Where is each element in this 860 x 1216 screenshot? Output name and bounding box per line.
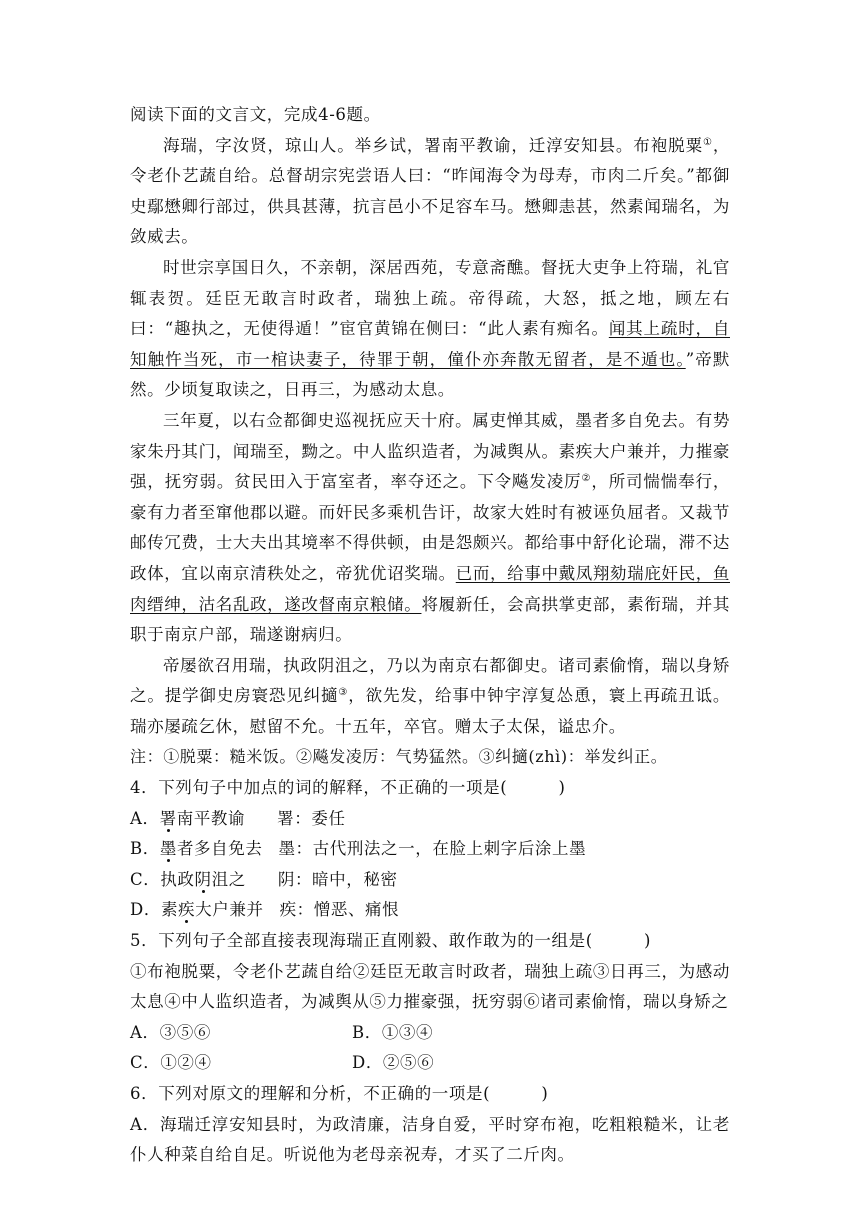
footnote-marker-2: ②: [581, 473, 592, 485]
option-gloss: 阴：暗中，秘密: [277, 869, 398, 889]
option-letter: A．: [130, 808, 160, 828]
intro-line: 阅读下面的文言文，完成4-6题。: [130, 105, 381, 124]
underlined-sentence-1: 闻其上疏时，自知触忤当死，市一棺诀妻子，待罪于朝，僮仆亦奔散无留者，是不遁也。: [130, 319, 730, 369]
option-letter: D．: [130, 900, 161, 920]
question-5-option-d: D．②⑤⑥: [352, 1053, 435, 1073]
underlined-sentence-2: 已而，给事中戴凤翔劾瑞庇奸民，鱼肉缙绅，沽名乱政，遂改督南京粮储。: [130, 563, 730, 614]
option-text-post: 大户兼并: [195, 900, 264, 920]
paragraph-2-text-a: 时世宗享国日久，不亲朝，深居西苑，专意斋醮。督抚大吏争上符瑞，礼官辄表贺。廷臣无敢言时政者，瑞独上疏。帝得疏，大怒，抵之地，顾左右曰：“趣执之，无使得遁！”宦官黄锦在侧曰：“此人素有痴名。: [130, 257, 730, 339]
paragraph-1: [130, 131, 730, 253]
question-5-option-b: B．①③④: [352, 1022, 434, 1042]
option-text-post: 者多自免去: [176, 839, 263, 859]
option-letter: B．: [130, 839, 160, 859]
dotted-word: 墨: [159, 839, 177, 859]
option-gloss: 疾：憎恶、痛恨: [279, 900, 400, 920]
paragraph-3: [130, 406, 730, 651]
footnote-marker-3: ③: [338, 687, 349, 699]
paragraph-1-text-b: ，令老仆艺蔬自给。总督胡宗宪尝语人曰：“昨闻海令为母寿，市肉二斤矣。”都御史鄢懋卿行部过，供具甚薄，抗言邑小不足容车马。懋卿恚甚，然素闻瑞名，为敛威去。: [130, 135, 730, 247]
paragraph-3-text-c: 将履新任，会高拱掌吏部，素衔瑞，并其职于南京户部，瑞遂谢病归。: [130, 594, 730, 645]
question-4-stem: 4．下列句子中加点的词的解释，不正确的一项是( ): [130, 778, 566, 798]
option-text-post: 南平教谕: [176, 808, 246, 828]
question-4-option-b: [130, 834, 730, 865]
option-gloss: 署：委任: [277, 808, 346, 828]
option-text-pre: 素: [160, 900, 179, 920]
question-6-option-a: A．海瑞迁淳安知县时，为政清廉，洁身自爱，平时穿布袍，吃粗粮糙米，让老仆人种菜自给自足。听说他为老母亲祝寿，才买了二斤肉。: [130, 1114, 730, 1165]
option-text-post: 沮之: [211, 869, 246, 889]
paragraph-2-text-b: ”帝默然。少顷复取读之，日再三，为感动太息。: [130, 349, 730, 400]
question-5-stem: 5．下列句子全部直接表现海瑞正直刚毅、敢作敢为的一组是( ): [130, 931, 652, 951]
paragraph-4: [130, 651, 730, 743]
option-letter: C．: [130, 869, 161, 889]
question-4-option-d: [130, 895, 730, 926]
question-5-items: ①布袍脱粟，令老仆艺蔬自给②廷臣无敢言时政者，瑞独上疏③日再三，为感动太息④中人监织造者，为减舆从⑤力摧豪强，抚穷弱⑥诸司素偷惰，瑞以身矫之: [130, 961, 730, 1012]
question-5-options-row-1: [130, 1018, 730, 1049]
question-5-option-c: C．①②④: [130, 1053, 212, 1073]
footnote-marker-1: ①: [702, 136, 713, 148]
option-gloss: 墨：古代刑法之一，在脸上刺字后涂上墨: [278, 839, 587, 859]
paragraph-4-text-b: ，欲先发，给事中钟宇淳复怂恿，寰上再疏丑诋。瑞亦屡疏乞休，慰留不允。十五年，卒官。赠太子太保，谥忠介。: [130, 686, 731, 736]
paragraph-3-text-a: 三年夏，以右佥都御史巡视抚应天十府。属吏惮其威，墨者多自免去。有势家朱丹其门，闻瑞至，黝之。中人监织造者，为减舆从。素疾大户兼并，力摧豪强，抚穷弱。贫民田入于富室者，率夺还之。下令飚发凌厉: [130, 410, 730, 492]
question-5-option-a: A．③⑤⑥: [130, 1022, 211, 1042]
dotted-word: 署: [159, 808, 177, 828]
question-4-option-a: [130, 804, 730, 835]
dotted-word: 疾: [178, 900, 196, 920]
question-4-option-c: [130, 865, 730, 896]
exam-passage: [130, 100, 730, 1171]
paragraph-2: [130, 253, 730, 406]
paragraph-1-text-a: 海瑞，字汝贤，琼山人。举乡试，署南平教谕，迁淳安知县。布袍脱粟: [163, 135, 703, 155]
paragraph-4-text-a: 帝屡欲召用瑞，执政阴沮之，乃以为南京右都御史。诸司素偷惰，瑞以身矫之。提学御史房寰恐见纠擿: [130, 655, 730, 706]
question-5-options-row-2: [130, 1048, 730, 1079]
question-6-stem: 6．下列对原文的理解和分析，不正确的一项是( ): [130, 1084, 549, 1103]
option-text-pre: 执政: [160, 869, 195, 889]
dotted-word: 阴: [194, 869, 212, 889]
footnotes: 注：①脱粟：糙米饭。②飚发凌厉：气势猛然。③纠擿(zhì)：举发纠正。: [130, 747, 668, 767]
paragraph-3-text-b: ，所司惴惴奉行，豪有力者至窜他郡以避。而奸民多乘机告讦，故家大姓时有被诬负屈者。又裁节邮传冗费，士大夫出其境率不得供顿，由是怨颇兴。都给事中舒化论瑞，滞不达政体，宜以南京清秩处之，帝犹优诏奖瑞。: [130, 472, 730, 583]
